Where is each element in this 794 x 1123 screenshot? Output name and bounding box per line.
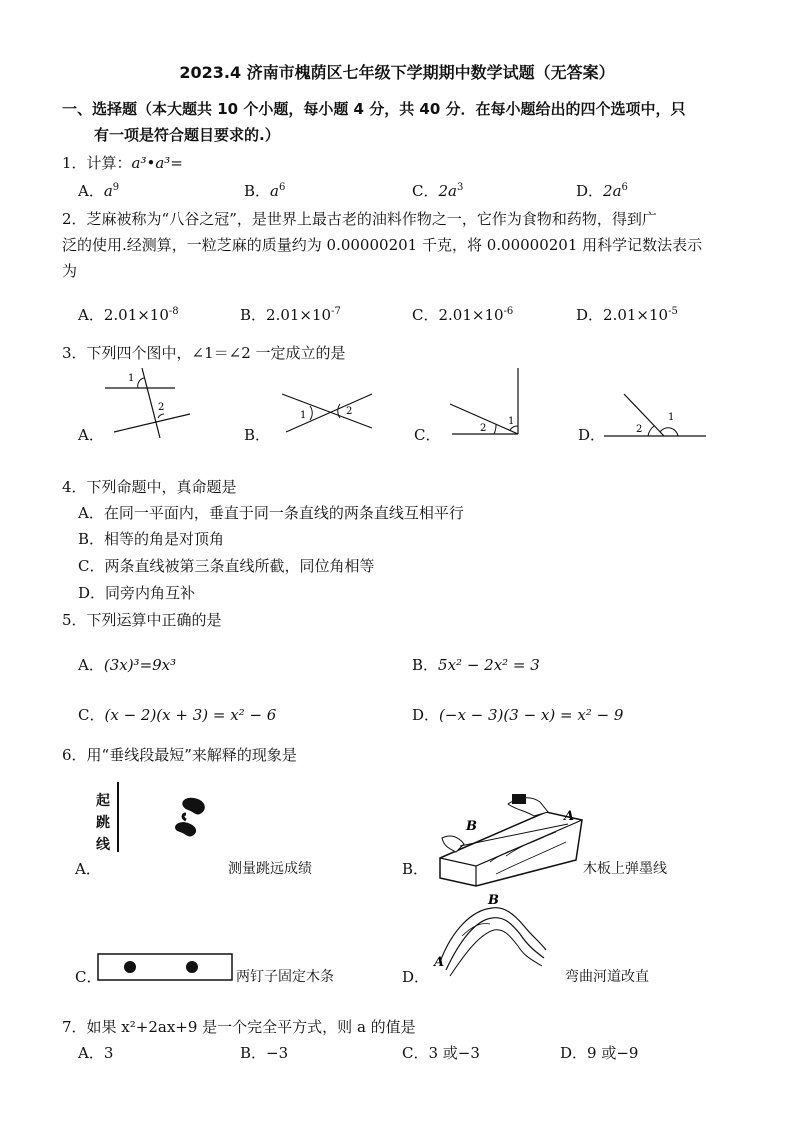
- q3c-angle-2: 2: [480, 423, 487, 434]
- q2-option-c: C．$2.01\times 10^{-6}$: [412, 306, 514, 324]
- q3c-angle-1: 1: [508, 416, 515, 427]
- section-heading-line1: 一、选择题（本大题共 10 个小题，每小题 4 分，共 40 分．在每小题给出的四个选项中，只: [62, 100, 686, 118]
- q3-option-c-label: C．: [414, 426, 441, 444]
- q6-option-b-label: B．: [402, 860, 429, 878]
- q6d-point-a: A: [434, 955, 445, 970]
- q6a-side-text-1: 起: [96, 793, 110, 809]
- q2-line3: 为: [62, 262, 78, 280]
- q6-figure-d: [432, 890, 552, 986]
- q6-option-d-label: D．: [402, 968, 430, 986]
- q5-option-c: C．(x − 2)(x + 3) = x² − 6: [78, 706, 277, 724]
- footprint-icon: [175, 822, 196, 837]
- section-heading-line2: 有一项是符合题目要求的.）: [94, 126, 280, 144]
- page-title: 2023.4 济南市槐荫区七年级下学期期中数学试题（无答案）: [179, 63, 615, 82]
- q2-option-b: B．$2.01\times 10^{-7}$: [240, 306, 341, 324]
- q4-option-c: C．两条直线被第三条直线所截，同位角相等: [78, 557, 375, 575]
- q6-option-d-caption: 弯曲河道改直: [565, 969, 649, 985]
- q3b-angle-2: 2: [346, 406, 353, 417]
- q6-option-c-caption: 两钉子固定木条: [236, 969, 334, 985]
- q1-option-d: D．$2a^6$: [576, 182, 628, 200]
- q1-option-a: A．$a^9$: [78, 182, 120, 200]
- q6b-point-b: B: [466, 819, 477, 834]
- q6b-point-a: A: [564, 809, 575, 824]
- q6a-side-text-2: 跳: [96, 815, 110, 831]
- q6-stem: 6．用“垂线段最短”来解释的现象是: [62, 746, 297, 764]
- q3-option-b-label: B．: [244, 426, 271, 444]
- q5-option-b: B．5x² − 2x² = 3: [412, 656, 540, 674]
- q4-option-a: A．在同一平面内，垂直于同一条直线的两条直线互相平行: [78, 504, 464, 522]
- q6-figure-c: [96, 950, 236, 986]
- q1-option-b: B．$a^6$: [244, 182, 286, 200]
- q2-line1: 2．芝麻被称为“八谷之冠”，是世界上最古老的油料作物之一，它作为食物和药物，得到广: [62, 210, 657, 228]
- q7-option-d: D．9 或−9: [560, 1044, 639, 1062]
- q6-figure-a: [110, 780, 230, 860]
- q6-option-a-caption: 测量跳远成绩: [228, 861, 312, 877]
- q7-option-c: C．3 或−3: [402, 1044, 480, 1062]
- q3-figure-c: [448, 366, 528, 438]
- q6-option-c-label: C．: [75, 968, 102, 986]
- q7-option-b: B．−3: [240, 1044, 289, 1062]
- q4-option-d: D．同旁内角互补: [78, 584, 196, 602]
- q3-figure-a: [100, 366, 190, 446]
- q7-option-a: A．3: [78, 1044, 114, 1062]
- q2-option-a: A．$2.01\times 10^{-8}$: [78, 306, 179, 324]
- q2-line2: 泛的使用.经测算，一粒芝麻的质量约为 0.00000201 千克，将 0.00000201 用科学记数法表示: [62, 236, 703, 254]
- q2-option-d: D．$2.01\times 10^{-5}$: [576, 306, 678, 324]
- q3b-angle-1: 1: [300, 410, 307, 421]
- q3-option-a-label: A．: [78, 426, 104, 444]
- q3-option-d-label: D．: [578, 426, 606, 444]
- q5-option-a: A．(3x)³=9x³: [78, 656, 177, 674]
- q3-figure-d: [600, 390, 710, 440]
- footprint-icon: [182, 798, 204, 815]
- q7-stem: 7．如果 x²+2ax+9 是一个完全平方式，则 a 的值是: [62, 1018, 416, 1036]
- q4-stem: 4．下列命题中，真命题是: [62, 478, 237, 496]
- q5-option-d: D．(−x − 3)(3 − x) = x² − 9: [412, 706, 624, 724]
- q6d-point-b: B: [488, 893, 499, 908]
- q5-stem: 5．下列运算中正确的是: [62, 611, 222, 629]
- q3a-angle-2: 2: [158, 402, 165, 413]
- q6-option-a-label: A．: [75, 860, 101, 878]
- q6-option-b-caption: 木板上弹墨线: [583, 861, 667, 877]
- q3d-angle-2: 2: [636, 424, 643, 435]
- nail-icon: [186, 961, 198, 973]
- q1-prefix: 1．计算：: [62, 154, 132, 172]
- q6-figure-b: [436, 790, 586, 890]
- q6a-side-text-3: 线: [96, 837, 110, 853]
- q3a-angle-1: 1: [128, 373, 135, 384]
- q3-figure-b: [280, 388, 375, 438]
- q1-stem: [62, 150, 183, 176]
- q4-option-b: B．相等的角是对顶角: [78, 530, 225, 548]
- q1-expr: a³•a³=: [131, 154, 183, 172]
- q1-option-c: C．$2a^3$: [412, 182, 464, 200]
- q3d-angle-1: 1: [668, 412, 675, 423]
- nail-icon: [124, 961, 136, 973]
- q3-stem: 3．下列四个图中，∠1＝∠2 一定成立的是: [62, 344, 346, 362]
